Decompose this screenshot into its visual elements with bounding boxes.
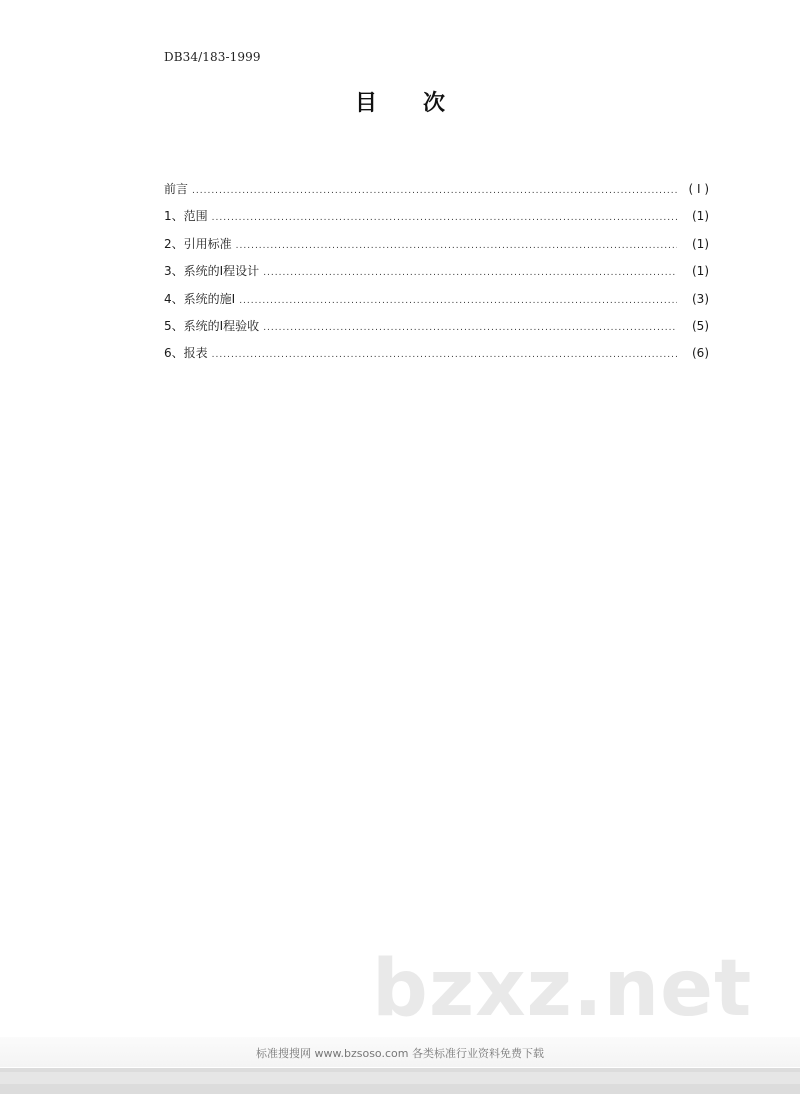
toc-entry-references[interactable]	[164, 235, 709, 262]
toc-entry-page: (3)	[692, 291, 709, 306]
site-watermark: bzxz.net	[372, 944, 753, 1034]
viewer-bottom-strip	[0, 1068, 800, 1094]
toc-entry-label: 前言	[164, 182, 189, 196]
toc-entry-page: (6)	[692, 346, 709, 361]
toc-leader-dots	[263, 323, 677, 333]
toc-entry-page: (5)	[692, 318, 709, 333]
page-title	[0, 86, 800, 117]
toc-leader-dots	[192, 186, 677, 196]
toc-entry-label: 2、引用标准	[164, 236, 232, 251]
toc-leader-dots	[239, 296, 677, 306]
toc-leader-dots	[212, 350, 677, 360]
toc-entry-page: (1)	[692, 264, 709, 279]
toc-entry-acceptance[interactable]	[164, 317, 709, 344]
title-char-1: 目	[354, 91, 377, 116]
toc-entry-label: 3、系统的Ⅰ程设计	[164, 264, 260, 279]
toc-entry-label: 6、报表	[164, 346, 208, 361]
toc-entry-page: (1)	[692, 209, 709, 224]
table-of-contents	[164, 180, 709, 372]
toc-leader-dots	[263, 268, 677, 278]
toc-leader-dots	[236, 241, 677, 251]
toc-leader-dots	[212, 213, 677, 223]
title-char-2: 次	[423, 91, 446, 116]
toc-entry-design[interactable]	[164, 262, 709, 289]
toc-entry-scope[interactable]	[164, 207, 709, 234]
viewer-scroll-track	[0, 1072, 800, 1084]
toc-entry-construction[interactable]	[164, 290, 709, 317]
toc-entry-page: ( I )	[688, 182, 709, 196]
toc-entry-foreword[interactable]	[164, 180, 709, 207]
toc-entry-label: 5、系统的Ⅰ程验收	[164, 318, 260, 333]
footer-text: 标准搜搜网 www.bzsoso.com 各类标准行业资料免费下载	[256, 1047, 544, 1060]
toc-entry-reports[interactable]	[164, 344, 709, 371]
document-number: DB34/183-1999	[164, 50, 261, 64]
toc-entry-label: 4、系统的施Ⅰ	[164, 291, 236, 306]
toc-entry-page: (1)	[692, 236, 709, 251]
toc-entry-label: 1、范围	[164, 209, 208, 224]
